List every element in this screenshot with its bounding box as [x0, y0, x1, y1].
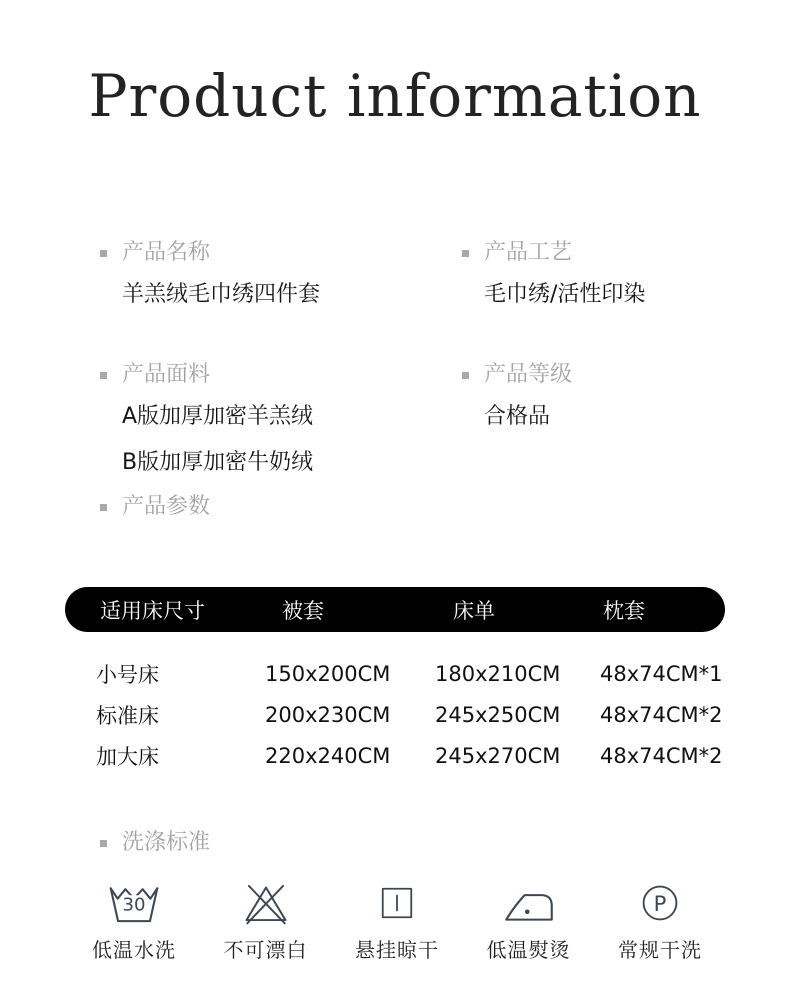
- grade-value: 合格品: [484, 404, 551, 429]
- svg-text:P: P: [653, 890, 667, 916]
- product-name-value: 羊羔绒毛巾绣四件套: [122, 282, 321, 307]
- duvet-cover-cell: 220x240CM: [265, 743, 391, 768]
- sheet-cell: 245x250CM: [435, 702, 561, 727]
- care-item-bleach: [224, 876, 308, 963]
- iron-low-temp-icon: [501, 876, 557, 930]
- pillowcase-cell: 48x74CM*2: [600, 702, 723, 727]
- no-bleach-icon: [240, 876, 292, 930]
- washing-standard-section: [100, 828, 210, 858]
- size-table-header-cell: 被套: [282, 598, 324, 623]
- product-name-section: [100, 238, 430, 310]
- section-label: [100, 492, 430, 522]
- section-label: [100, 828, 210, 858]
- dry-clean-icon: [635, 876, 685, 930]
- square-bullet-icon: [100, 372, 107, 379]
- square-bullet-icon: [462, 372, 469, 379]
- page-title: Product information: [88, 62, 702, 130]
- size-table-body: [65, 653, 725, 776]
- product-craft-section: [462, 238, 790, 310]
- section-label: [100, 238, 430, 268]
- sheet-cell: 180x210CM: [435, 661, 561, 686]
- section-label-text: 产品等级: [484, 362, 573, 387]
- section-label-text: 产品参数: [122, 494, 211, 519]
- care-item-label: 不可漂白: [223, 938, 308, 962]
- hang-dry-icon: [373, 876, 421, 930]
- size-table-header-cell: 枕套: [603, 598, 645, 623]
- square-bullet-icon: [100, 504, 107, 511]
- table-row: [65, 735, 725, 776]
- section-label-text: 产品工艺: [484, 240, 573, 265]
- svg-text:30: 30: [122, 894, 146, 916]
- bed-size-cell: 小号床: [96, 662, 159, 687]
- care-item-dryclean: [618, 876, 702, 963]
- product-fabric-section: [100, 360, 430, 478]
- care-item-label: 悬挂晾干: [355, 938, 439, 962]
- table-row: [65, 653, 725, 694]
- care-item-wash: [92, 876, 176, 963]
- care-item-dry: [355, 876, 439, 963]
- fabric-value-a: A版加厚加密羊羔绒: [122, 404, 314, 429]
- table-row: [65, 694, 725, 735]
- section-label: [100, 360, 430, 390]
- pillowcase-cell: 48x74CM*1: [600, 661, 723, 686]
- size-table-header: [65, 587, 725, 632]
- attributes-right-column: [462, 238, 790, 432]
- pillowcase-cell: 48x74CM*2: [600, 743, 723, 768]
- care-item-label: 常规干洗: [618, 938, 702, 962]
- section-label-text: 洗涤标准: [122, 830, 211, 855]
- product-parameters-section: [100, 492, 430, 522]
- bed-size-cell: 标准床: [96, 703, 159, 728]
- attributes-left-column: [100, 238, 430, 522]
- care-item-label: 低温熨烫: [486, 938, 571, 962]
- bed-size-cell: 加大床: [96, 744, 159, 769]
- wash-30-icon: [106, 876, 162, 930]
- size-table-header-cell: 适用床尺寸: [100, 598, 205, 623]
- duvet-cover-cell: 150x200CM: [265, 661, 391, 686]
- product-grade-section: [462, 360, 790, 432]
- square-bullet-icon: [462, 250, 469, 257]
- care-item-iron: [487, 876, 571, 963]
- duvet-cover-cell: 200x230CM: [265, 702, 391, 727]
- section-label: [462, 360, 790, 390]
- craft-value: 毛巾绣/活性印染: [484, 282, 646, 307]
- section-label-text: 产品名称: [122, 240, 211, 265]
- care-item-label: 低温水洗: [92, 938, 176, 962]
- section-label: [462, 238, 790, 268]
- fabric-value-b: B版加厚加密牛奶绒: [122, 450, 314, 475]
- care-symbols-row: [0, 876, 790, 963]
- section-label-text: 产品面料: [122, 362, 211, 387]
- size-table-header-cell: 床单: [453, 598, 495, 623]
- square-bullet-icon: [100, 250, 107, 257]
- square-bullet-icon: [100, 840, 107, 847]
- sheet-cell: 245x270CM: [435, 743, 561, 768]
